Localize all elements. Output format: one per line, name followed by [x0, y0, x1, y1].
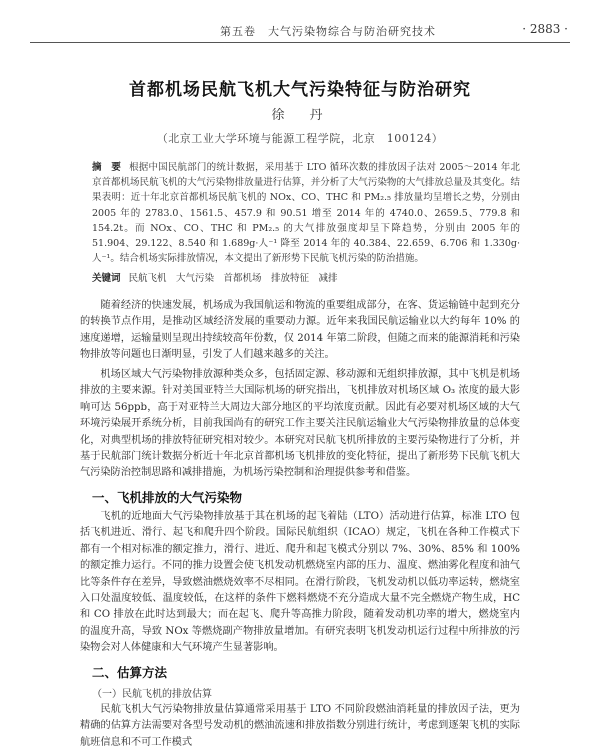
article-title: 首都机场民航飞机大气污染特征与防治研究	[129, 80, 471, 101]
section-1-paragraph: 飞机的近地面大气污染物排放基于其在机场的起飞着陆（LTO）活动进行估算，标准 LTO 包括飞机进近、滑行、起飞和爬升四个阶段。国际民航组织（ICAO）规定，飞机在各种工作模式下都有一个相对标准的额定推力，滑行、进近、爬升和起飞模式分别以 7%、30%、85% 和 100% 的额定推力运行。不同的推力设置会使飞机发动机燃烧室内部的压力、温度、燃油雾化程度和油气比等条件存在差异，导致燃油燃烧效率不尽相同。在滑行阶段，飞机发动机以低功率运转，燃烧室入口处温度较低、温度较低，在这样的条件下燃料燃烧不充分造成大量不完全燃烧产物生成，HC 和 CO 排放在此时达到最大；而在起飞、爬升等高推力阶段，随着发动机功率的增大，燃烧室内的温度升高，导致 NOx 等燃烧副产物排放量增加。有研究表明飞机发动机运行过程中所排放的污染物会对人体健康和大气环境产生显著影响。	[80, 511, 520, 654]
abstract-text: 根据中国民航部门的统计数据，采用基于 LTO 循环次数的排放因子法对 2005～2014 年北京首都机场民航飞机的大气污染物排放量进行估算，并分析了大气污染物的大气排放总量及其变化。结果表明：近十年北京首都机场民航飞机的 NOx、CO、THC 和 PM₂.₅ 排放量均呈增长之势，分别由 2005 年的 2783.0、1561.5、457.9 和 90.51 增至 2014 年的 4740.0、2659.5、779.8 和 154.2t。而 NOx、CO、THC 和 PM₂.₅ 的大气排放强度却呈下降趋势，分别由 2005 年的 51.904、29.122、8.540 和 1.689g·人⁻¹ 降至 2014 年的 40.384、22.659、6.706 和 1.330g·人⁻¹。结合机场实际排放情况，本文提出了新形势下民航飞机污染的防治措施。	[92, 162, 520, 265]
affiliation: （北京工业大学环境与能源工程学院，北京 100124）	[156, 132, 444, 145]
keywords-text: 民航飞机 大气污染 首都机场 排放特征 减排	[128, 273, 338, 284]
running-header	[30, 16, 570, 43]
section-2-paragraph: 民航飞机大气污染物排放量估算通常采用基于 LTO 不同阶段燃油消耗量的排放因子法，更为精确的估算方法需要对各型号发动机的燃油流速和排放指数分别进行统计，考虑到逐架飞机的实际航班信息和不可工作模式	[80, 704, 520, 748]
section-2-heading: 二、估算方法	[92, 665, 168, 680]
keywords	[92, 270, 520, 284]
abstract-label: 摘 要	[92, 162, 122, 173]
intro-paragraph-1: 随着经济的快速发展，机场成为我国航运和物流的重要组成部分，在客、货运输链中起到充分的转换节点作用，是推动区域经济发展的重要动力源。近年来我国民航运输业以大约每年 10% 的速度递增，运输量则呈现出持续较高年份数，仅 2014 年第二阶段，但随之而来的能源消耗和污染物排放等问题也日渐明显，引发了人们越来越多的关注。	[80, 300, 520, 361]
abstract	[92, 160, 520, 266]
page-number: · 2883 ·	[522, 22, 568, 36]
intro-paragraph-2: 机场区域大气污染物排放源种类众多，包括固定源、移动源和无组织排放源，其中飞机是机场排放的主要来源。针对美国亚特兰大国际机场的研究指出，飞机排放对机场区域 O₃ 浓度的最大影响可达 56ppb，高于对亚特兰大周边大部分地区的平均浓度贡献。因此有必要对机场区域的大气环境污染展开系统分析，目前我国尚有的研究工作主要关注民航运输业大气污染物排放量的总体变化，对典型机场的排放特征研究相对较少。本研究对民航飞机所排放的主要污染物进行了分析，并基于民航部门统计数据分析近十年北京首都机场飞机排放的变化特征，提出了新形势下民航飞机大气污染防治控制思路和减排措施，为机场污染控制和治理提供参考和借鉴。	[80, 369, 520, 479]
keywords-label: 关键词	[92, 273, 121, 284]
section-1-heading: 一、飞机排放的大气污染物	[92, 490, 243, 505]
author: 徐 丹	[271, 108, 329, 123]
subsection-1-heading: （一）民航飞机的排放估算	[92, 689, 212, 700]
journal-header: 第五卷 大气污染物综合与防治研究技术	[220, 25, 436, 38]
